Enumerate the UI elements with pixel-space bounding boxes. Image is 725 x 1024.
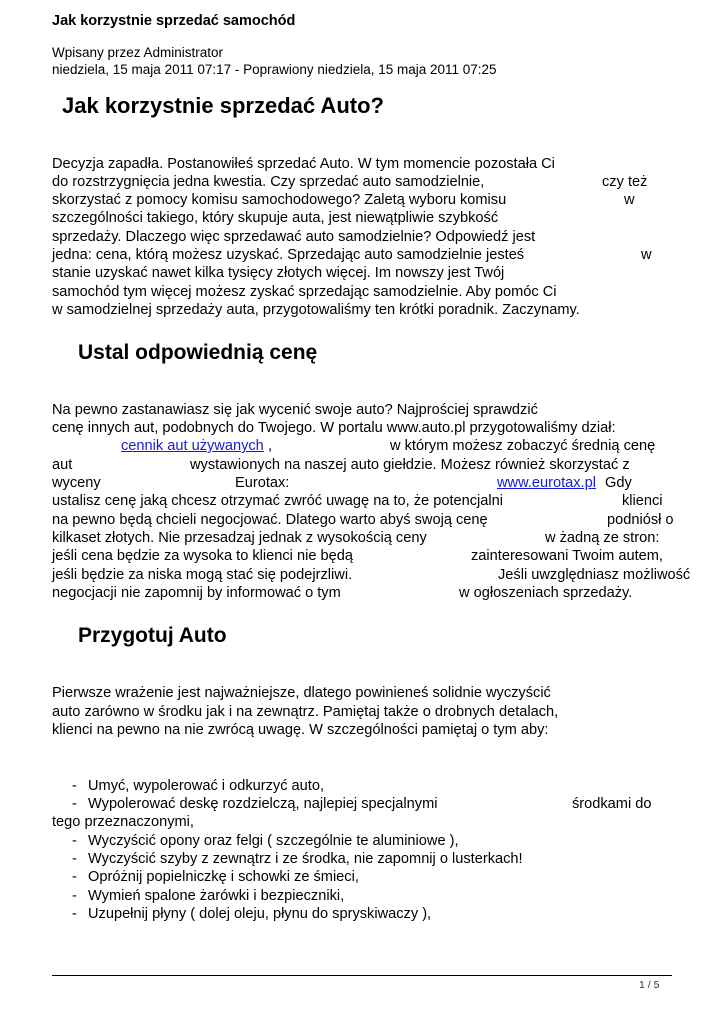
list-item: Wymień spalone żarówki i bezpieczniki, (88, 888, 345, 904)
paragraph-line: wyceny (52, 475, 101, 491)
section-heading-prepare: Przygotuj Auto (78, 624, 227, 647)
list-bullet: - (72, 869, 77, 885)
article-title: Jak korzystnie sprzedać Auto? (62, 93, 384, 118)
list-item: Opróżnij popielniczkę i schowki ze śmieci, (88, 869, 359, 885)
paragraph-line: na pewno będą chcieli negocjować. Dlatego warto abyś swoją cenę (52, 512, 488, 528)
paragraph-line: , (268, 438, 273, 454)
paragraph-line: Na pewno zastanawiasz się jak wycenić swoje auto? Najprościej sprawdzić (52, 402, 538, 418)
author-line: Wpisany przez Administrator (52, 45, 224, 60)
section-heading-price: Ustal odpowiednią cenę (78, 341, 318, 364)
paragraph-line: Eurotax: (235, 475, 290, 491)
footer-rule (52, 975, 672, 976)
paragraph-line: jeśli będzie za niska mogą stać się podejrzliwi. (52, 567, 353, 583)
list-bullet: - (72, 888, 77, 904)
paragraph-line: cenę innych aut, podobnych do Twojego. W portalu www.auto.pl przygotowaliśmy dział: (52, 420, 616, 436)
list-bullet: - (72, 906, 77, 922)
intro-line: samochód tym więcej możesz zyskać sprzedając samodzielnie. Aby pomóc Ci (52, 284, 557, 300)
list-item: środkami do (572, 796, 652, 812)
paragraph-line: podniósł o (607, 512, 674, 528)
eurotax-link[interactable]: www.eurotax.pl (497, 475, 596, 491)
list-bullet: - (72, 778, 77, 794)
intro-line: w (624, 192, 635, 208)
intro-line: w samodzielnej sprzedaży auta, przygotowaliśmy ten krótki poradnik. Zaczynamy. (52, 302, 580, 318)
intro-line: jedna: cena, którą możesz uzyskać. Sprzedając auto samodzielnie jesteś (52, 247, 525, 263)
paragraph-line: Gdy (605, 475, 632, 491)
used-car-prices-link[interactable]: cennik aut używanych (121, 438, 264, 454)
list-item: Uzupełnij płyny ( dolej oleju, płynu do spryskiwaczy ), (88, 906, 432, 922)
list-item: Wyczyścić szyby z zewnątrz i ze środka, nie zapomnij o lusterkach! (88, 851, 523, 867)
intro-line: do rozstrzygnięcia jedna kwestia. Czy sprzedać auto samodzielnie, (52, 174, 485, 190)
list-item: Umyć, wypolerować i odkurzyć auto, (88, 778, 325, 794)
intro-line: stanie uzyskać nawet kilka tysięcy złotych więcej. Im nowszy jest Twój (52, 265, 505, 281)
paragraph-line: Pierwsze wrażenie jest najważniejsze, dlatego powinieneś solidnie wyczyścić (52, 685, 551, 701)
paragraph-line: w żadną ze stron: (545, 530, 660, 546)
intro-line: szczególności takiego, który skupuje auta, jest niewątpliwie szybkość (52, 210, 499, 226)
paragraph-line: kilkaset złotych. Nie przesadzaj jednak z wysokością ceny (52, 530, 427, 546)
paragraph-line: klienci (622, 493, 663, 509)
paragraph-line: zainteresowani Twoim autem, (471, 548, 663, 564)
list-bullet: - (72, 851, 77, 867)
paragraph-line: w którym możesz zobaczyć średnią cenę (390, 438, 656, 454)
paragraph-line: w ogłoszeniach sprzedaży. (459, 585, 633, 601)
intro-line: skorzystać z pomocy komisu samochodowego? Zaletą wyboru komisu (52, 192, 507, 208)
paragraph-line: negocjacji nie zapomnij by informować o tym (52, 585, 341, 601)
intro-line: w (641, 247, 652, 263)
document-header-title: Jak korzystnie sprzedać samochód (52, 13, 296, 29)
list-item: Wyczyścić opony oraz felgi ( szczególnie te aluminiowe ), (88, 833, 459, 849)
paragraph-line: klienci na pewno na nie zwrócą uwagę. W szczególności pamiętaj o tym aby: (52, 722, 549, 738)
intro-line: sprzedaży. Dlaczego więc sprzedawać auto samodzielnie? Odpowiedź jest (52, 229, 536, 245)
list-item: Wypolerować deskę rozdzielczą, najlepiej specjalnymi (88, 796, 438, 812)
date-line: niedziela, 15 maja 2011 07:17 - Poprawiony niedziela, 15 maja 2011 07:25 (52, 62, 497, 77)
paragraph-line: aut (52, 457, 73, 473)
paragraph-line: ustalisz cenę jaką chcesz otrzymać zwróć uwagę na to, że potencjalni (52, 493, 504, 509)
paragraph-line: jeśli cena będzie za wysoka to klienci nie będą (52, 548, 353, 564)
paragraph-line: auto zarówno w środku jak i na zewnątrz. Pamiętaj także o drobnych detalach, (52, 704, 559, 720)
intro-line: czy też (602, 174, 648, 190)
paragraph-line: wystawionych na naszej auto giełdzie. Możesz również skorzystać z (190, 457, 630, 473)
list-bullet: - (72, 796, 77, 812)
list-bullet: - (72, 833, 77, 849)
list-item: tego przeznaczonymi, (52, 814, 194, 830)
page-number: 1 / 5 (639, 979, 660, 991)
intro-line: Decyzja zapadła. Postanowiłeś sprzedać Auto. W tym momencie pozostała Ci (52, 156, 555, 172)
paragraph-line: Jeśli uwzględniasz możliwość (498, 567, 691, 583)
